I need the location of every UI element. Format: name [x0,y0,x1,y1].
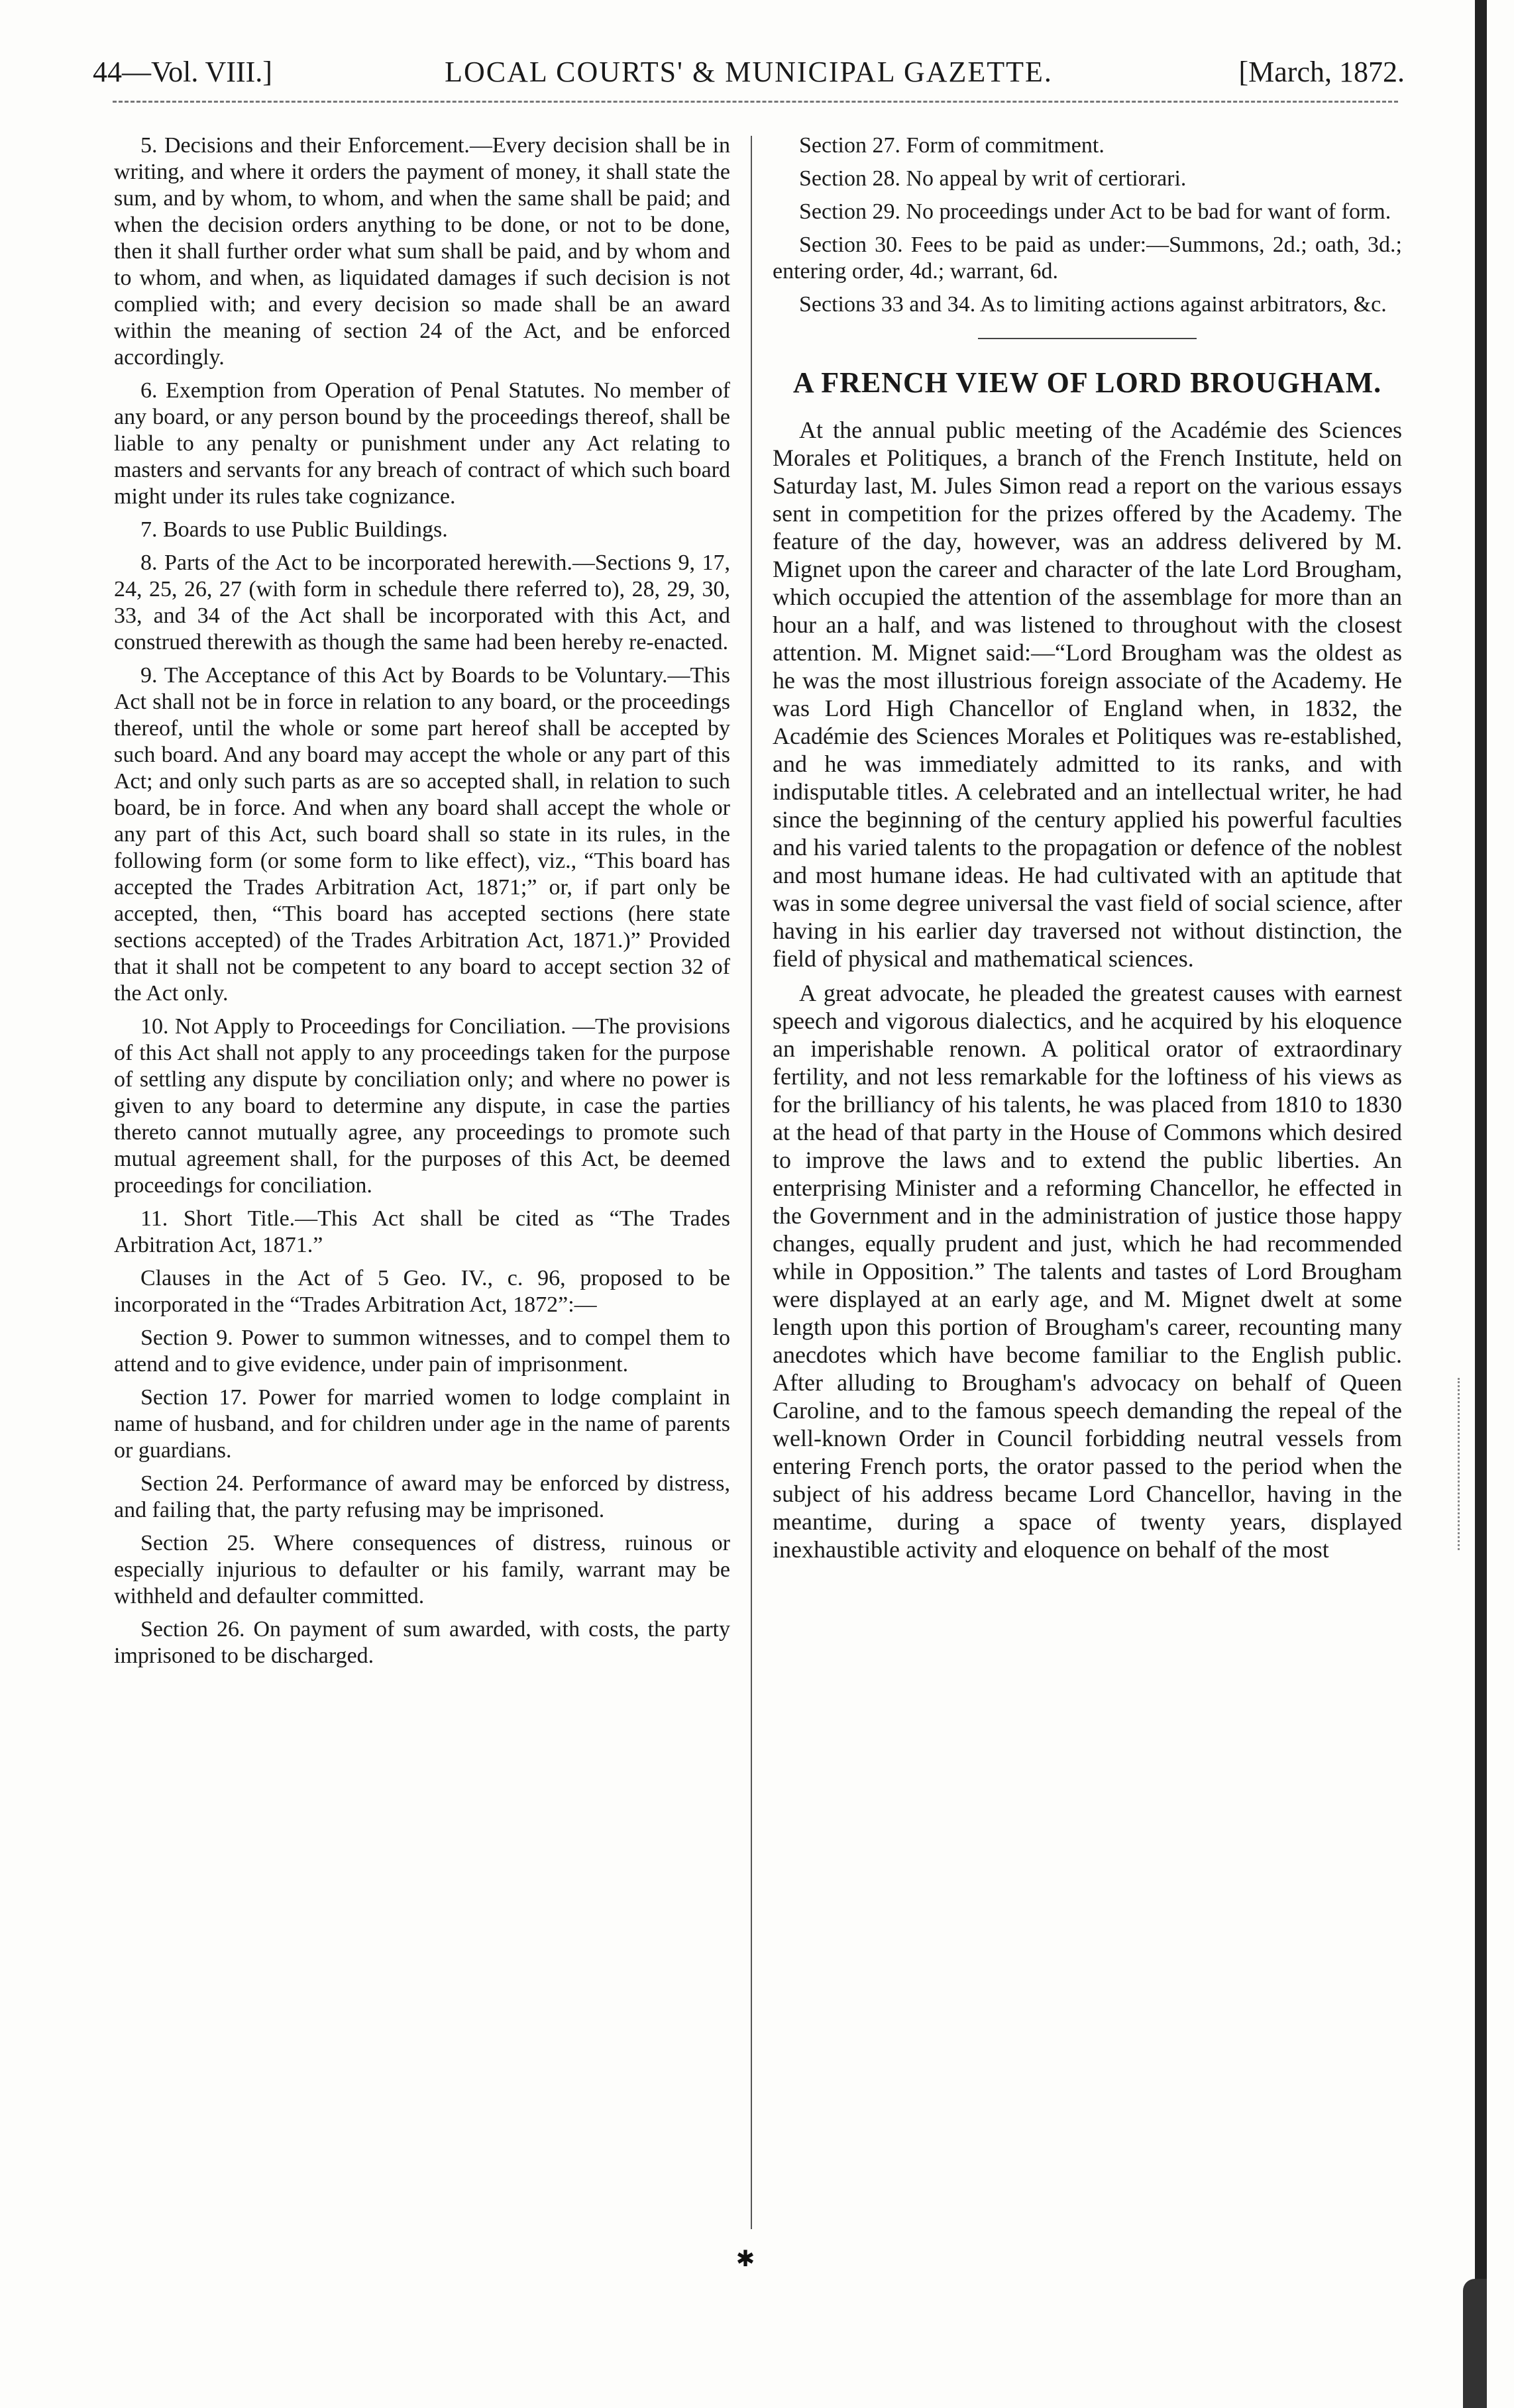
paragraph-section-25: Section 25. Where consequences of distress, ruinous or especially injurious to defaulter or his family, warrant may be withheld and defaulter committed. [114,1531,730,1608]
paragraph-clauses-intro: Clauses in the Act of 5 Geo. IV., c. 96, proposed to be incorporated in the “Trades Arbitration Act, 1872”:— [114,1266,730,1317]
volume-page-label: 44—Vol. VIII.] [93,56,272,88]
left-column [114,132,730,1676]
paragraph-section-28: Section 28. No appeal by writ of certiorari. [799,166,1187,191]
paragraph-exemption: 6. Exemption from Operation of Penal Statutes. No member of any board, or any person bound by the proceedings thereof, shall be liable to any penalty or punishment under any Act relating to masters and servants for any breach of contract of which such board might under its rules take cognizance. [114,378,730,509]
column-divider [751,136,752,2229]
page-mark: ✱ [735,2247,755,2272]
running-header [93,45,1405,99]
paragraph-short-title: 11. Short Title.—This Act shall be cited as “The Trades Arbitration Act, 1871.” [114,1206,730,1257]
paragraph-section-30: Section 30. Fees to be paid as under:—Summons, 2d.; oath, 3d.; entering order, 4d.; warrant, 6d. [773,233,1402,284]
paragraph-section-27: Section 27. Form of commitment. [799,133,1105,158]
paragraph-section-17: Section 17. Power for married women to lodge complaint in name of husband, and for children under age in the name of parents or guardians. [114,1385,730,1463]
paragraph-acceptance: 9. The Acceptance of this Act by Boards to be Voluntary.—This Act shall not be in force in relation to any board, or the proceedings thereof, until the whole or some part hereof shall be accepted by such board. And any board may accept the whole or any part of this Act; and only such parts as are so accepted shall, in relation to such board, be in force. And when any board shall accept the whole or any part of this Act, such board shall so state in its rules, in the following form (or some form to like effect), viz., “This board has accepted the Trades Arbitration Act, 1871;” or, if part only be accepted, then, “This board has accepted sections (here state sections accepted) of the Trades Arbitration Act, 1871.)” Provided that it shall not be competent to any board to accept section 32 of the Act only. [114,663,730,1006]
paragraph-section-9: Section 9. Power to summon witnesses, and to compel them to attend and to give evidence, under pain of imprisonment. [114,1326,730,1377]
paragraph-incorporated-parts: 8. Parts of the Act to be incorporated herewith.—Sections 9, 17, 24, 25, 26, 27 (with form in schedule there referred to), 28, 29, 30, 33, and 34 of the Act shall be incorporated with this Act, and construed therewith as though the same had been hereby re-enacted. [114,550,730,654]
scan-edge-bar [1475,0,1487,2408]
issue-date: [March, 1872. [1238,56,1405,88]
right-column [773,132,1402,1570]
header-rule [113,101,1398,103]
scan-edge-marks [1458,1378,1466,1550]
publication-title: LOCAL COURTS' & MUNICIPAL GAZETTE. [445,56,1053,88]
paragraph-section-24: Section 24. Performance of award may be enforced by distress, and failing that, the party refusing may be imprisoned. [114,1471,730,1522]
paragraph-public-buildings: 7. Boards to use Public Buildings. [140,517,448,542]
paragraph-section-26: Section 26. On payment of sum awarded, with costs, the party imprisoned to be discharged. [114,1617,730,1668]
section-divider-rule [978,338,1197,339]
paragraph-decisions: 5. Decisions and their Enforcement.—Every decision shall be in writing, and where it orders the payment of money, it shall state the sum, and by whom, to whom, and when the same shall be paid; and when the decision orders anything to be done, or not to be done, then it shall further order what sum shall be paid, and by whom and to whom, and when, as liquidated damages if such decision is not complied with; and every decision so made shall be an award within the meaning of section 24 of the Act, and be enforced accordingly. [114,133,730,370]
paragraph-conciliation: 10. Not Apply to Proceedings for Conciliation. —The provisions of this Act shall not apply to any proceedings taken for the purpose of settling any dispute by conciliation only; and where no power is given to any board to determine any dispute, in case the parties thereto cannot mutually agree, any proceedings to promote such mutual agreement shall, for the purposes of this Act, be deemed proceedings for conciliation. [114,1014,730,1198]
article-paragraph-1: At the annual public meeting of the Académie des Sciences Morales et Politiques, a branch of the French Institute, held on Saturday last, M. Jules Simon read a report on the various essays sent in competition for the prizes offered by the Academy. The feature of the day, however, was an address delivered by M. Mignet upon the career and character of the late Lord Brougham, which occupied the attention of the assemblage for more than an hour an a half, and was listened to throughout with the closest attention. M. Mignet said:—“Lord Brougham was the oldest as he was the most illustrious foreign associate of the Academy. He was Lord High Chancellor of England when, in 1832, the Académie des Sciences Morales et Politiques was re-established, and he was immediately admitted to its ranks, and with indisputable titles. A celebrated and an intellectual writer, he had since the beginning of the century applied his powerful faculties and his varied talents to the propagation or defence of the noblest and most humane ideas. He had cultivated with an aptitude that was in some degree universal the vast field of social science, after having in his earlier day traversed not without distinction, the field of physical and mathematical sciences. [773,417,1402,972]
scan-edge-smudge [1463,2279,1487,2408]
paragraph-section-29: Section 29. No proceedings under Act to be bad for want of form. [799,199,1391,224]
paragraph-sections-33-34: Sections 33 and 34. As to limiting actions against arbitrators, &c. [799,292,1387,317]
article-paragraph-2: A great advocate, he pleaded the greatest causes with earnest speech and vigorous dialectics, and he acquired by his eloquence an imperishable renown. A political orator of extraordinary fertility, and not less remarkable for the loftiness of his views as for the brilliancy of his talents, he was placed from 1810 to 1830 at the head of that party in the House of Commons which desired to improve the laws and to extend the public liberties. An enterprising Minister and a reforming Chancellor, he effected in the Government and in the administration of justice those happy changes, equally prudent and just, which he had recommended while in Opposition.” The talents and tastes of Lord Brougham were displayed at an early age, and M. Mignet dwelt at some length upon this portion of Brougham's career, recounting many anecdotes which have become familiar to the English public. After alluding to Brougham's advocacy on behalf of Queen Caroline, and to the famous speech demanding the repeal of the well-known Order in Council forbidding neutral vessels from entering French ports, the orator passed to the period when the subject of his address became Lord Chancellor, having in the meantime, during a space of twenty years, displayed inexhaustible activity and eloquence on behalf of the most [773,980,1402,1563]
section-list [773,132,1402,318]
article-title: A FRENCH VIEW OF LORD BROUGHAM. [792,366,1382,399]
